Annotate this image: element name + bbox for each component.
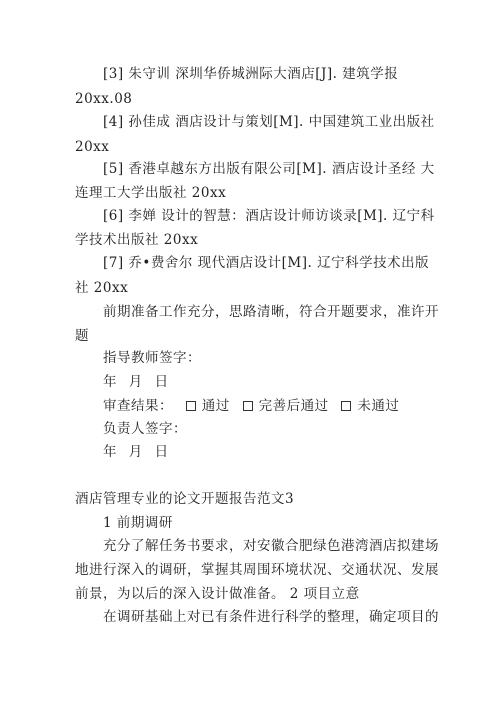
section-title: 酒店管理专业的论文开题报告范文3 (75, 491, 295, 507)
advisor-signature-label: 指导教师签字： (103, 350, 201, 366)
reference-3-line1: [3] 朱守训 深圳华侨城洲际大酒店[J]. 建筑学报 (103, 66, 399, 82)
reference-4-line1: [4] 孙佳成 酒店设计与策划[M]. 中国建筑工业出版社 (103, 114, 435, 130)
paragraph-2-line1: 在调研基础上对已有条件进行科学的整理，确定项目的 (103, 609, 439, 625)
paragraph-1-line3: 前景，为以后的深入设计做准备。 2 项目立意 (75, 586, 360, 602)
review-result-label: 审查结果： (103, 398, 173, 414)
reference-6-line1: [6] 李婵 设计的智慧：酒店设计师访谈录[M]. 辽宁科 (103, 208, 435, 224)
reference-3-line2: 20xx.08 (75, 91, 133, 107)
option-not-pass-label: 未通过 (357, 398, 400, 414)
reference-4-line2: 20xx (75, 139, 110, 155)
option-pass-label: 通过 (201, 398, 230, 414)
reference-6-line2: 学技术出版社 20xx (75, 232, 199, 248)
advisor-date: 年 月 日 (103, 374, 173, 390)
responsible-date: 年 月 日 (103, 444, 173, 460)
reference-5-line1: [5] 香港卓越东方出版有限公司[M]. 酒店设计圣经 大 (103, 161, 435, 177)
checkbox-not-pass[interactable] (341, 401, 351, 411)
heading-preliminary-research: 1 前期调研 (103, 515, 173, 531)
reference-7-line1: [7] 乔•费舍尔 现代酒店设计[M]. 辽宁科学技术出版 (103, 255, 430, 271)
opinion-line2: 题 (75, 328, 89, 344)
option-pass-after-revision-label: 完善后通过 (258, 398, 329, 414)
checkbox-pass[interactable] (186, 401, 196, 411)
paragraph-1-line1: 充分了解任务书要求，对安徽合肥绿色港湾酒店拟建场 (103, 538, 439, 554)
opinion-line1: 前期准备工作充分，思路清晰，符合开题要求，准许开 (103, 304, 439, 320)
paragraph-1-line2: 地进行深入的调研，掌握其周围环境状况、交通状况、发展 (75, 562, 439, 578)
responsible-signature-label: 负责人签字： (103, 421, 187, 437)
checkbox-pass-after-revision[interactable] (243, 401, 253, 411)
reference-7-line2: 社 20xx (75, 280, 129, 296)
review-result-row (103, 398, 399, 414)
reference-5-line2: 连理工大学出版社 20xx (75, 185, 227, 201)
